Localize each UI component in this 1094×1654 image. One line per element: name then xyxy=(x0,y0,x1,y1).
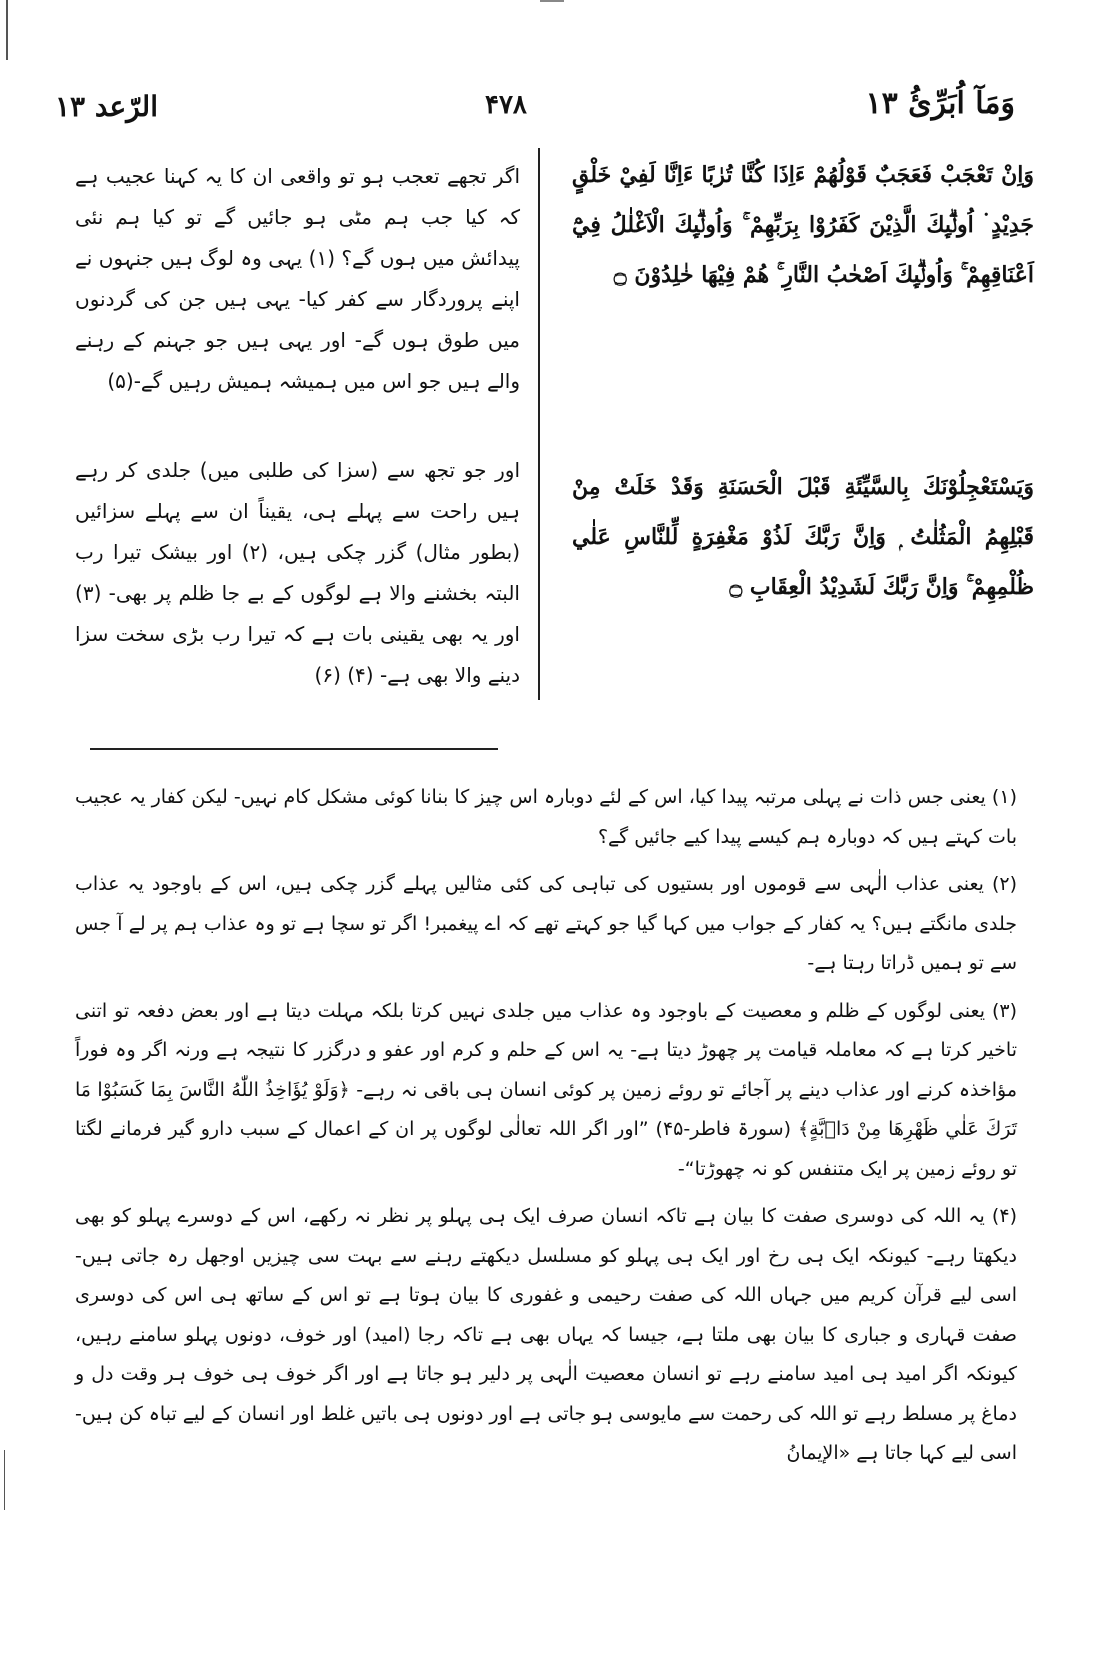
footnotes-section xyxy=(75,778,1017,1482)
footnote-3: (۳) یعنی لوگوں کے ظلم و معصیت کے باوجود وہ عذاب میں جلدی نہیں کرتا بلکہ مہلت دیتا ہے اور بعض دفعہ تو اتنی تاخیر کرتا ہے کہ معاملہ قیامت پر چھوڑ دیتا ہے- یہ اس کے حلم و کرم اور عفو و درگزر کا نتیجہ ہے ورنہ اگر وہ فوراً مؤاخذہ کرنے اور عذاب دینے پر آجائے تو روئے زمین پر کوئی انسان ہی باقی نہ رہے- ﴿وَلَوْ يُؤَاخِذُ اللّٰهُ النَّاسَ بِمَا كَسَبُوْا مَا تَرَكَ عَلٰي ظَهْرِهَا مِنْ دَاۗبَّةٍ﴾ (سورۃ فاطر-۴۵) ”اور اگر اللہ تعالٰی لوگوں پر ان کے اعمال کے سبب دارو گیر فرمانے لگتا تو روئے زمین پر ایک متنفس کو نہ چھوڑتا“- xyxy=(75,999,1017,1180)
column-divider xyxy=(538,148,540,700)
verse-6-translation-text: اور جو تجھ سے (سزا کی طلبی میں) جلدی کر رہے ہیں راحت سے پہلے ہی، یقیناً ان سے پہلے سزائیں (بطور مثال) گزر چکی ہیں، (۲) اور بیشک تیرا رب البتہ بخشنے والا ہے لوگوں کے بے جا ظلم پر بھی- (۳) اور یہ بھی یقینی بات ہے کہ تیرا رب بڑی سخت سزا دینے والا بھی ہے- (۴) (۶) xyxy=(75,458,520,687)
verse-5-arabic: وَاِنْ تَعْجَبْ فَعَجَبٌ قَوْلُهُمْ ءَاِذَا كُنَّا تُرٰبًا ءَاِنَّا لَفِيْ خَلْقٍ جَدِيْدٍ ۬ اُولٰۗىِٕكَ الَّذِيْنَ كَفَرُوْا بِرَبِّهِمْ ۚ وَاُولٰۗىِٕكَ الْاَغْلٰلُ فِيْٓ اَعْنَاقِهِمْ ۚ وَاُولٰۗىِٕكَ اَصْحٰبُ النَّارِ ۚ هُمْ فِيْهَا خٰلِدُوْنَ ۝ xyxy=(572,162,1034,288)
scan-edge-mark-top xyxy=(6,0,8,60)
verse-6-arabic: وَيَسْتَعْجِلُوْنَكَ بِالسَّيِّئَةِ قَبْلَ الْحَسَنَةِ وَقَدْ خَلَتْ مِنْ قَبْلِهِمُ الْمَثُلٰتُ ۭ وَاِنَّ رَبَّكَ لَذُوْ مَغْفِرَةٍ لِّلنَّاسِ عَلٰي ظُلْمِهِمْ ۚ وَاِنَّ رَبَّكَ لَشَدِيْدُ الْعِقَابِ ۝ xyxy=(572,474,1034,600)
chapter-title: وَمَآ اُبَرِّئُ ۱۳ xyxy=(865,86,1015,121)
page-number: ۴۷۸ xyxy=(485,90,527,120)
verse-6-translation xyxy=(75,450,520,700)
surah-title: الرّعد ۱۳ xyxy=(55,90,158,123)
footnote-4: (۴) یہ اللہ کی دوسری صفت کا بیان ہے تاکہ انسان صرف ایک ہی پہلو پر نظر نہ رکھے، اس کے دوسرے پہلو کو بھی دیکھتا رہے- کیونکہ ایک ہی رخ اور ایک ہی پہلو کو مسلسل دیکھتے رہنے سے بہت سی چیزیں اوجھل رہ جاتی ہیں- اسی لیے قرآن کریم میں جہاں اللہ کی صفت رحیمی و غفوری کا بیان ہوتا ہے تو اس کے ساتھ ہی اس کی دوسری صفت قہاری و جباری کا بیان بھی ملتا ہے، جیسا کہ یہاں بھی ہے تاکہ رجا (امید) اور خوف، دونوں پہلو سامنے رہیں، کیونکہ اگر امید ہی امید سامنے رہے تو انسان معصیت الٰہی پر دلیر ہو جاتا ہے اور اگر خوف ہی خوف ہر وقت دل و دماغ پر مسلط رہے تو اللہ کی رحمت سے مایوسی ہو جاتی ہے اور دونوں ہی باتیں غلط اور انسان کے لیے تباہ کن ہیں- اسی لیے کہا جاتا ہے «الإيمانُ xyxy=(75,1205,1017,1464)
footnote-separator xyxy=(90,748,498,750)
footnote-1: (۱) یعنی جس ذات نے پہلی مرتبہ پیدا کیا، اس کے لئے دوبارہ اس چیز کا بنانا کوئی مشکل کام نہیں- لیکن کفار یہ عجیب بات کہتے ہیں کہ دوبارہ ہم کیسے پیدا کیے جائیں گے؟ xyxy=(75,786,1017,848)
page-header xyxy=(55,82,1015,132)
verse-5-translation-text: اگر تجھے تعجب ہو تو واقعی ان کا یہ کہنا عجیب ہے کہ کیا جب ہم مٹی ہو جائیں گے تو کیا ہم نئی پیدائش میں ہوں گے؟ (۱) یہی وہ لوگ ہیں جنہوں نے اپنے پروردگار سے کفر کیا- یہی ہیں جن کی گردنوں میں طوق ہوں گے- اور یہی ہیں جو جہنم کے رہنے والے ہیں جو اس میں ہمیشہ ہمیش رہیں گے-(۵) xyxy=(75,164,520,393)
footnote-2: (۲) یعنی عذاب الٰہی سے قوموں اور بستیوں کی تباہی کی کئی مثالیں پہلے گزر چکی ہیں، اس کے باوجود یہ عذاب جلدی مانگتے ہیں؟ یہ کفار کے جواب میں کہا گیا جو کہتے تھے کہ اے پیغمبر! اگر تو سچا ہے تو وہ عذاب ہم پر لے آ جس سے تو ہمیں ڈراتا رہتا ہے- xyxy=(75,873,1017,974)
verse-5-translation xyxy=(75,156,520,446)
scan-edge-mark-bottom xyxy=(4,1450,5,1510)
scan-top-tick xyxy=(540,0,564,2)
